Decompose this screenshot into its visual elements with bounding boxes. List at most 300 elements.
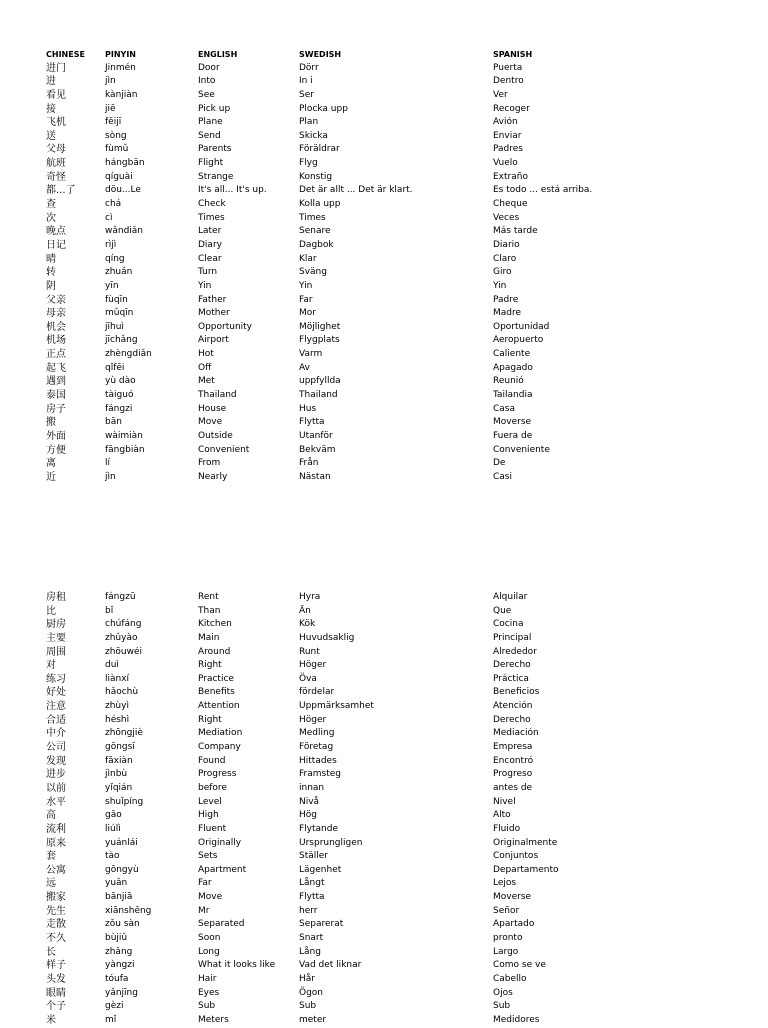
spanish-cell: Ver [493, 89, 508, 100]
chinese-cell: 外面 [46, 430, 66, 442]
table-row [0, 444, 768, 458]
spanish-cell: Como se ve [493, 960, 546, 971]
spanish-cell: Apagado [493, 362, 533, 373]
english-cell: Around [198, 646, 231, 657]
swedish-cell: Ställer [299, 851, 328, 862]
spanish-cell: Padres [493, 144, 523, 155]
table-row [0, 673, 768, 687]
english-cell: Than [198, 605, 221, 616]
english-cell: It's all... It's up. [198, 185, 267, 196]
vocabulary-table-2 [0, 591, 768, 1028]
chinese-cell: 转 [46, 267, 56, 279]
table-row [0, 266, 768, 280]
swedish-cell: Bekväm [299, 444, 336, 455]
swedish-cell: Klar [299, 253, 317, 264]
swedish-cell: Höger [299, 660, 327, 671]
chinese-cell: 个子 [46, 1001, 66, 1013]
header-chinese: CHINESE [46, 50, 85, 59]
pinyin-cell: qǐfēi [105, 362, 125, 373]
english-cell: Hair [198, 973, 217, 984]
spanish-cell: Aeropuerto [493, 335, 544, 346]
chinese-cell: 周围 [46, 646, 66, 658]
pinyin-cell: yuánlái [105, 837, 138, 848]
pinyin-cell: lí [105, 458, 111, 469]
table-row [0, 877, 768, 891]
pinyin-cell: tào [105, 851, 120, 862]
pinyin-cell: yǐqián [105, 782, 133, 793]
pinyin-cell: zhuǎn [105, 267, 133, 278]
english-cell: Pick up [198, 103, 231, 114]
english-cell: Right [198, 714, 222, 725]
spanish-cell: antes de [493, 782, 533, 793]
table-row [0, 905, 768, 919]
swedish-cell: Möjlighet [299, 321, 341, 332]
pinyin-cell: tàiguó [105, 390, 134, 401]
spanish-cell: Extraño [493, 171, 528, 182]
swedish-cell: Flyg [299, 158, 318, 169]
swedish-cell: uppfyllda [299, 376, 341, 387]
pinyin-cell: jìnbù [105, 769, 128, 780]
table-row [0, 416, 768, 430]
chinese-cell: 对 [46, 660, 56, 672]
swedish-cell: Uppmärksamhet [299, 701, 374, 712]
pinyin-cell: bān [105, 417, 122, 428]
pinyin-cell: Jinmén [105, 62, 136, 73]
chinese-cell: 房租 [46, 592, 66, 603]
pinyin-cell: fùqīn [105, 294, 128, 305]
swedish-cell: Far [299, 294, 313, 305]
spanish-cell: Apartado [493, 919, 535, 930]
chinese-cell: 奇怪 [46, 171, 66, 183]
chinese-cell: 以前 [46, 782, 66, 794]
chinese-cell: 泰国 [46, 390, 66, 402]
english-cell: Off [198, 362, 212, 373]
swedish-cell: Flygplats [299, 335, 340, 346]
spanish-cell: Departamento [493, 864, 559, 875]
spanish-cell: Oportunidad [493, 321, 550, 332]
pinyin-cell: fángzū [105, 592, 136, 602]
english-cell: Father [198, 294, 227, 305]
english-cell: Attention [198, 701, 240, 712]
chinese-cell: 厨房 [46, 619, 66, 631]
table-row [0, 1014, 768, 1028]
english-cell: Plane [198, 117, 223, 128]
spanish-cell: pronto [493, 933, 523, 944]
chinese-cell: 练习 [46, 673, 66, 685]
swedish-cell: Flytande [299, 823, 339, 834]
table-row [0, 321, 768, 335]
swedish-cell: Framsteg [299, 769, 341, 780]
pinyin-cell: liànxí [105, 673, 130, 684]
english-cell: Kitchen [198, 619, 232, 630]
english-cell: Times [198, 212, 225, 223]
english-cell: Yin [198, 280, 212, 291]
pinyin-cell: gāo [105, 810, 122, 821]
spanish-cell: Padre [493, 294, 519, 305]
swedish-cell: Av [299, 362, 310, 373]
english-cell: Separated [198, 919, 245, 930]
spanish-cell: Derecho [493, 714, 531, 725]
chinese-cell: 房子 [46, 403, 66, 415]
swedish-cell: Yin [299, 280, 313, 291]
english-cell: Convenient [198, 444, 250, 455]
swedish-cell: innan [299, 782, 325, 793]
english-cell: Apartment [198, 864, 247, 875]
chinese-cell: 查 [46, 199, 56, 211]
table-row [0, 430, 768, 444]
chinese-cell: 不久 [46, 933, 66, 945]
english-cell: Flight [198, 158, 224, 169]
pinyin-cell: zhōngjiè [105, 728, 143, 739]
table-row [0, 239, 768, 253]
english-cell: Strange [198, 171, 234, 182]
table-row [0, 362, 768, 376]
english-cell: Outside [198, 430, 233, 441]
table-row [0, 253, 768, 267]
swedish-cell: fördelar [299, 687, 335, 698]
pinyin-cell: yù dào [105, 376, 136, 387]
spanish-cell: Más tarde [493, 226, 538, 237]
spanish-cell: Ojos [493, 987, 513, 998]
swedish-cell: Från [299, 458, 319, 469]
chinese-cell: 飞机 [46, 117, 66, 129]
table-row [0, 714, 768, 728]
table-row [0, 782, 768, 796]
swedish-cell: Runt [299, 646, 320, 657]
chinese-cell: 长 [46, 946, 56, 958]
table-row [0, 686, 768, 700]
pinyin-cell: wǎndiǎn [105, 226, 144, 237]
chinese-cell: 机会 [46, 321, 66, 333]
chinese-cell: 比 [46, 605, 56, 617]
table-row [0, 403, 768, 417]
table-row [0, 755, 768, 769]
spanish-cell: Originalmente [493, 837, 558, 848]
swedish-cell: Långt [299, 878, 325, 889]
spanish-cell: Veces [493, 212, 520, 223]
spanish-cell: Beneficios [493, 687, 540, 698]
table-row [0, 294, 768, 308]
table-row [0, 837, 768, 851]
spanish-cell: Señor [493, 905, 520, 916]
table-row [0, 143, 768, 157]
english-cell: Company [198, 742, 241, 753]
english-cell: Level [198, 796, 222, 807]
spanish-cell: Claro [493, 253, 517, 264]
chinese-cell: 眼睛 [46, 987, 66, 999]
english-cell: before [198, 782, 227, 793]
spanish-cell: Caliente [493, 349, 531, 360]
pinyin-cell: fāngbiàn [105, 444, 145, 455]
swedish-cell: Konstig [299, 171, 333, 182]
chinese-cell: 搬 [46, 417, 56, 429]
swedish-cell: Plocka upp [299, 103, 348, 114]
english-cell: Move [198, 417, 223, 428]
chinese-cell: 走散 [46, 919, 66, 931]
chinese-cell: 阴 [46, 280, 56, 292]
english-cell: Found [198, 755, 226, 766]
table-row [0, 334, 768, 348]
table-row [0, 591, 768, 605]
chinese-cell: 好处 [46, 687, 66, 699]
chinese-cell: 进门 [46, 62, 66, 74]
header-spanish: SPANISH [493, 50, 533, 59]
english-cell: Soon [198, 933, 221, 944]
table-row [0, 1000, 768, 1014]
table-row [0, 307, 768, 321]
chinese-cell: 晚点 [46, 226, 66, 238]
spanish-cell: Conveniente [493, 444, 550, 455]
english-cell: Main [198, 632, 220, 643]
pinyin-cell: hǎochù [105, 687, 139, 698]
table-row [0, 171, 768, 185]
chinese-cell: 近 [46, 471, 56, 483]
english-cell: Originally [198, 837, 242, 848]
pinyin-cell: jìn [105, 76, 116, 87]
spanish-cell: Encontró [493, 755, 534, 766]
table-row [0, 959, 768, 973]
swedish-cell: Senare [299, 226, 331, 237]
spanish-cell: Casa [493, 403, 516, 414]
english-cell: Long [198, 946, 220, 957]
chinese-cell: 搬家 [46, 892, 66, 904]
table-row [0, 130, 768, 144]
swedish-cell: Sväng [299, 267, 327, 278]
table-row [0, 280, 768, 294]
spanish-cell: Recoger [493, 103, 530, 114]
chinese-cell: 中介 [46, 728, 66, 740]
pinyin-cell: bǐ [105, 605, 114, 616]
english-cell: Diary [198, 239, 222, 250]
spanish-cell: Reunió [493, 376, 524, 387]
chinese-cell: 离 [46, 458, 56, 470]
swedish-cell: Hög [299, 810, 317, 821]
swedish-cell: meter [299, 1014, 327, 1025]
english-cell: Clear [198, 253, 222, 264]
chinese-cell: 原来 [46, 837, 66, 849]
table-row [0, 75, 768, 89]
english-cell: Sets [198, 851, 218, 862]
chinese-cell: 流利 [46, 823, 66, 835]
spanish-cell: Yin [493, 280, 507, 291]
spanish-cell: Empresa [493, 742, 533, 753]
spanish-cell: Enviar [493, 130, 522, 141]
english-cell: Nearly [198, 471, 228, 482]
pinyin-cell: qíguài [105, 171, 133, 182]
swedish-cell: Skicka [299, 130, 328, 141]
table-row [0, 700, 768, 714]
spanish-cell: Progreso [493, 769, 533, 780]
spanish-cell: Es todo ... está arriba. [493, 185, 593, 196]
english-cell: Check [198, 199, 226, 210]
english-cell: Benefits [198, 687, 235, 698]
chinese-cell: 起飞 [46, 362, 66, 374]
english-cell: Thailand [198, 390, 237, 401]
english-cell: Send [198, 130, 221, 141]
swedish-cell: Plan [299, 117, 319, 128]
swedish-cell: Höger [299, 714, 327, 725]
swedish-cell: Hår [299, 973, 315, 984]
table-row [0, 796, 768, 810]
spanish-cell: Lejos [493, 878, 517, 889]
pinyin-cell: bùjiǔ [105, 933, 128, 944]
spanish-cell: Dentro [493, 76, 524, 87]
spanish-cell: Fuera de [493, 430, 533, 441]
swedish-cell: Flytta [299, 892, 325, 903]
pinyin-cell: jīhuì [105, 321, 124, 332]
header-english: ENGLISH [198, 50, 238, 59]
swedish-cell: Flytta [299, 417, 325, 428]
swedish-cell: Sub [299, 1001, 317, 1012]
swedish-cell: Nivå [299, 796, 320, 807]
spanish-cell: Giro [493, 267, 512, 278]
spanish-cell: Cheque [493, 199, 528, 210]
pinyin-cell: sòng [105, 130, 127, 141]
spanish-cell: Vuelo [493, 158, 518, 169]
swedish-cell: Varm [299, 349, 323, 360]
pinyin-cell: zǒu sàn [105, 919, 140, 930]
pinyin-cell: gōngsī [105, 742, 135, 753]
swedish-cell: Ögon [299, 987, 324, 998]
pinyin-cell: xiānshēng [105, 905, 152, 916]
swedish-cell: Än [299, 605, 311, 616]
swedish-cell: Öva [299, 673, 317, 684]
pinyin-cell: gèzi [105, 1001, 124, 1012]
english-cell: Met [198, 376, 215, 387]
swedish-cell: Nästan [299, 471, 331, 482]
spanish-cell: Madre [493, 308, 522, 319]
spanish-cell: Nivel [493, 796, 516, 807]
swedish-cell: Hyra [299, 592, 321, 602]
pinyin-cell: héshì [105, 714, 130, 725]
chinese-cell: 正点 [46, 349, 66, 361]
spanish-cell: Sub [493, 1001, 511, 1012]
table-row [0, 89, 768, 103]
table-row [0, 987, 768, 1001]
chinese-cell: 远 [46, 878, 56, 890]
spanish-cell: Mediación [493, 728, 539, 739]
table-row [0, 659, 768, 673]
swedish-cell: Hittades [299, 755, 337, 766]
spanish-cell: Práctica [493, 673, 529, 684]
swedish-cell: Dörr [299, 62, 319, 73]
pinyin-cell: zhǔyào [105, 632, 138, 643]
chinese-cell: 父母 [46, 144, 66, 156]
table-row [0, 184, 768, 198]
swedish-cell: Medling [299, 728, 335, 739]
chinese-cell: 套 [46, 851, 56, 863]
spanish-cell: Fluido [493, 823, 521, 834]
chinese-cell: 方便 [46, 444, 66, 456]
table-row [0, 116, 768, 130]
spanish-cell: Derecho [493, 660, 531, 671]
pinyin-cell: wàimiàn [105, 430, 143, 441]
pinyin-cell: shuǐpíng [105, 796, 144, 807]
chinese-cell: 都...了 [46, 185, 76, 197]
chinese-cell: 进 [46, 76, 56, 88]
spanish-cell: Alrededor [493, 646, 537, 657]
pinyin-cell: zhǎng [105, 946, 133, 957]
swedish-cell: Ser [299, 89, 314, 100]
table-row [0, 646, 768, 660]
pinyin-cell: qíng [105, 253, 125, 264]
english-cell: Mother [198, 308, 230, 319]
english-cell: Practice [198, 673, 234, 684]
chinese-cell: 主要 [46, 632, 66, 644]
vocabulary-table-1 [0, 48, 768, 485]
swedish-cell: Ursprungligen [299, 837, 363, 848]
table-row [0, 632, 768, 646]
swedish-cell: Kök [299, 619, 316, 630]
pinyin-cell: cì [105, 212, 113, 223]
english-cell: High [198, 810, 219, 821]
chinese-cell: 注意 [46, 701, 66, 713]
chinese-cell: 父亲 [46, 294, 66, 306]
swedish-cell: Hus [299, 403, 317, 414]
chinese-cell: 发现 [46, 755, 66, 767]
pinyin-cell: fāxiàn [105, 755, 133, 766]
table-row [0, 932, 768, 946]
pinyin-cell: yuǎn [105, 878, 128, 889]
swedish-cell: Kolla upp [299, 199, 341, 210]
english-cell: Turn [198, 267, 218, 278]
english-cell: Eyes [198, 987, 220, 998]
chinese-cell: 水平 [46, 796, 66, 808]
english-cell: Progress [198, 769, 237, 780]
table-row [0, 891, 768, 905]
spanish-cell: Largo [493, 946, 519, 957]
pinyin-cell: bānjiā [105, 892, 133, 903]
swedish-cell: Lägenhet [299, 864, 342, 875]
swedish-cell: Det är allt ... Det är klart. [299, 185, 413, 196]
table-row [0, 157, 768, 171]
table-row [0, 918, 768, 932]
chinese-cell: 接 [46, 103, 56, 115]
table-row [0, 973, 768, 987]
swedish-cell: Företag [299, 742, 334, 753]
swedish-cell: Utanför [299, 430, 333, 441]
spanish-cell: Casi [493, 471, 512, 482]
table-row [0, 348, 768, 362]
english-cell: Mr [198, 905, 210, 916]
table-row [0, 62, 768, 76]
chinese-cell: 遇到 [46, 376, 66, 388]
chinese-cell: 母亲 [46, 308, 66, 320]
english-cell: Into [198, 76, 216, 87]
spanish-cell: Tailandia [493, 390, 533, 401]
table-row [0, 618, 768, 632]
table-row [0, 471, 768, 485]
english-cell: Sub [198, 1001, 216, 1012]
swedish-cell: Snart [299, 933, 324, 944]
pinyin-cell: fùmǔ [105, 144, 129, 155]
spanish-cell: Medidores [493, 1014, 540, 1025]
table-row [0, 768, 768, 782]
chinese-cell: 进步 [46, 769, 66, 781]
swedish-cell: Huvudsaklig [299, 632, 355, 643]
pinyin-cell: yīn [105, 280, 119, 291]
table-row [0, 741, 768, 755]
english-cell: Opportunity [198, 321, 253, 332]
english-cell: Door [198, 62, 220, 73]
table-row [0, 864, 768, 878]
table-row [0, 823, 768, 837]
english-cell: Right [198, 660, 222, 671]
spanish-cell: Que [493, 605, 512, 616]
table-row [0, 212, 768, 226]
chinese-cell: 送 [46, 130, 56, 142]
chinese-cell: 机场 [46, 335, 66, 347]
